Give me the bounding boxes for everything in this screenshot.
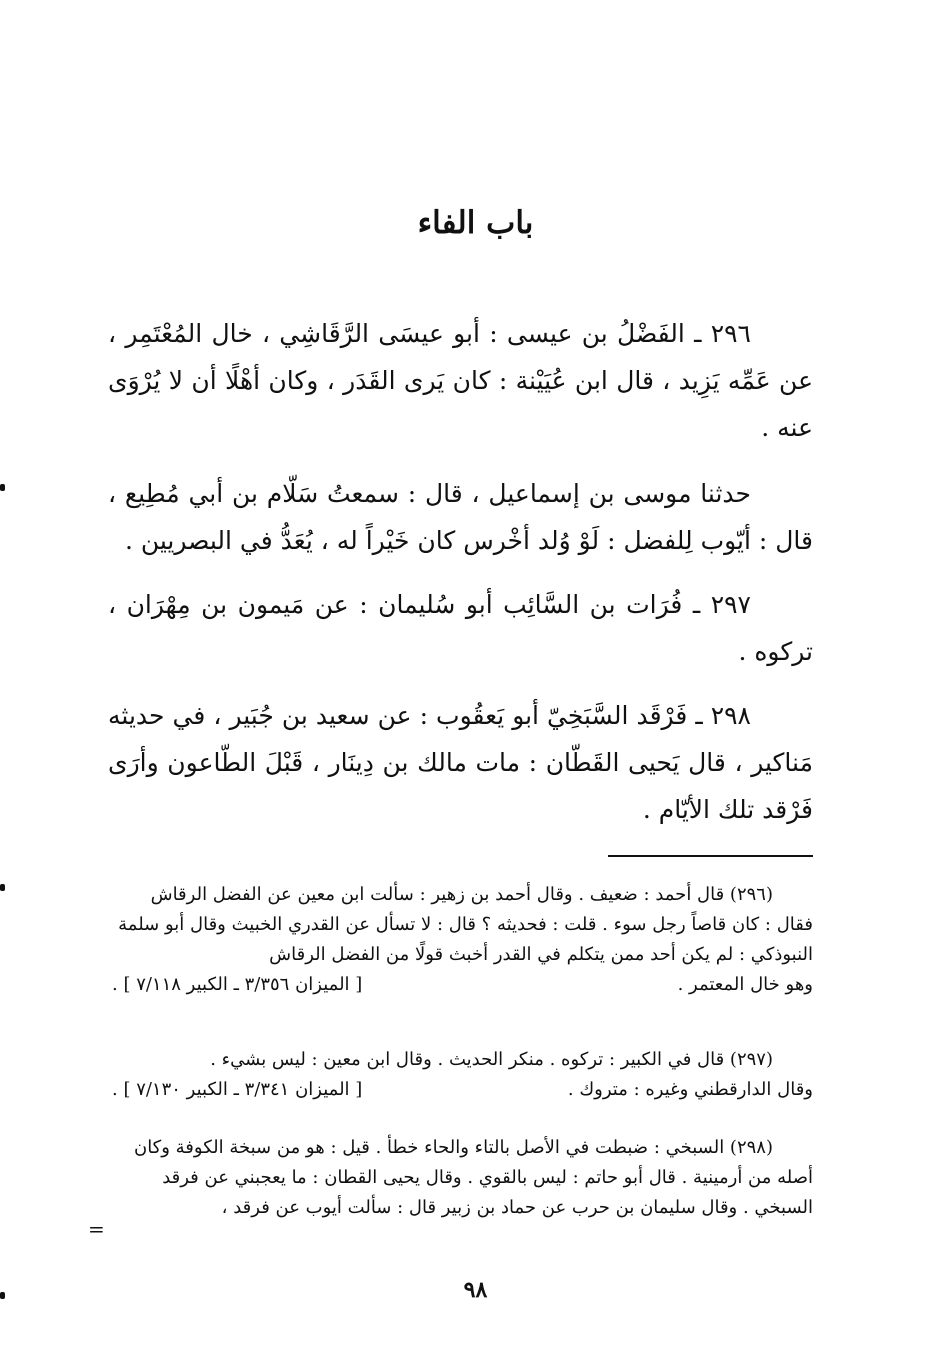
footnote-text: (٢٩٨) السبخي : ضبطت في الأصل بالتاء والحاء خطأ . قيل : هو من سبخة الكوفة وكان أصله من أرمينية . قال أبو حاتم : ليس بالقوي . وقال يحيى القطان : ما يعجبني عن فرقد السبخي . وقال سليمان بن حرب عن حماد بن زبير قال : سألت أيوب عن فرقد ،	[133, 1137, 813, 1218]
scan-mark	[0, 1292, 5, 1299]
footnote-reference: [ الميزان ٣/٣٤١ ـ الكبير ٧/١٣٠ ] .	[112, 1079, 363, 1100]
entry-text: حدثنا موسى بن إسماعيل ، قال : سمعتُ سَلّام بن أبي مُطِيع ، قال : أيّوب لِلفضل : لَوْ وُلد أخْرس كان خَيْراً له ، يُعَدُّ في البصريين .	[108, 479, 813, 555]
chapter-title: باب الفاء	[417, 205, 534, 241]
footnote-text: (٢٩٧) قال في الكبير : تركوه . منكر الحديث . وقال ابن معين : ليس بشيء .	[210, 1049, 773, 1070]
footnote-297	[112, 1045, 813, 1105]
entry-296	[108, 310, 813, 451]
footnote-298	[112, 1133, 813, 1223]
entry-text: ٢٩٨ ـ فَرْقَد السَّبَخِيّ أبو يَعقُوب : عن سعيد بن جُبَير ، في حديثه مَناكير ، قال يَحيى القَطّان : مات مالك بن دِينَار ، قَبْلَ الطّاعون وأرَى فَرْقد تلك الأيّام .	[108, 701, 813, 824]
scan-mark	[0, 484, 5, 491]
footnote-text: (٢٩٦) قال أحمد : ضعيف . وقال أحمد بن زهير : سألت ابن معين عن الفضل الرقاش فقال : كان قاصاً رجل سوء . قلت : فحديثه ؟ قال : لا تسأل عن القدري الخبيث وقال أبو سلمة النبوذكي : لم يكن أحد ممن يتكلم في القدر أخبث قولًا من الفضل الرقاش	[118, 884, 813, 965]
footnote-tail: وهو خال المعتمر .	[677, 974, 813, 995]
continuation-mark: =	[88, 1217, 105, 1241]
entry-text: ٢٩٧ ـ فُرَات بن السَّائِب أبو سُليمان : عن مَيمون بن مِهْرَان ، تركوه .	[108, 590, 813, 666]
entry-297	[108, 581, 813, 675]
footnote-tail: وقال الدارقطني وغيره : متروك .	[567, 1079, 813, 1100]
footnote-divider	[608, 855, 813, 857]
footnote-296	[112, 880, 813, 1000]
entry-text: ٢٩٦ ـ الفَضْلُ بن عيسى : أبو عيسَى الرَّقَاشِي ، خال المُعْتَمِر ، عن عَمِّه يَزِيد ، قال ابن عُيَيْنة : كان يَرى القَدَر ، وكان أهْلًا أن لا يُرْوَى عنه .	[108, 319, 813, 442]
entry-298	[108, 692, 813, 833]
scan-mark	[0, 884, 5, 891]
footnote-reference: [ الميزان ٣/٣٥٦ ـ الكبير ٧/١١٨ ] .	[112, 974, 363, 995]
page-number: ٩٨	[463, 1277, 488, 1303]
entry-296-narration	[108, 470, 813, 564]
